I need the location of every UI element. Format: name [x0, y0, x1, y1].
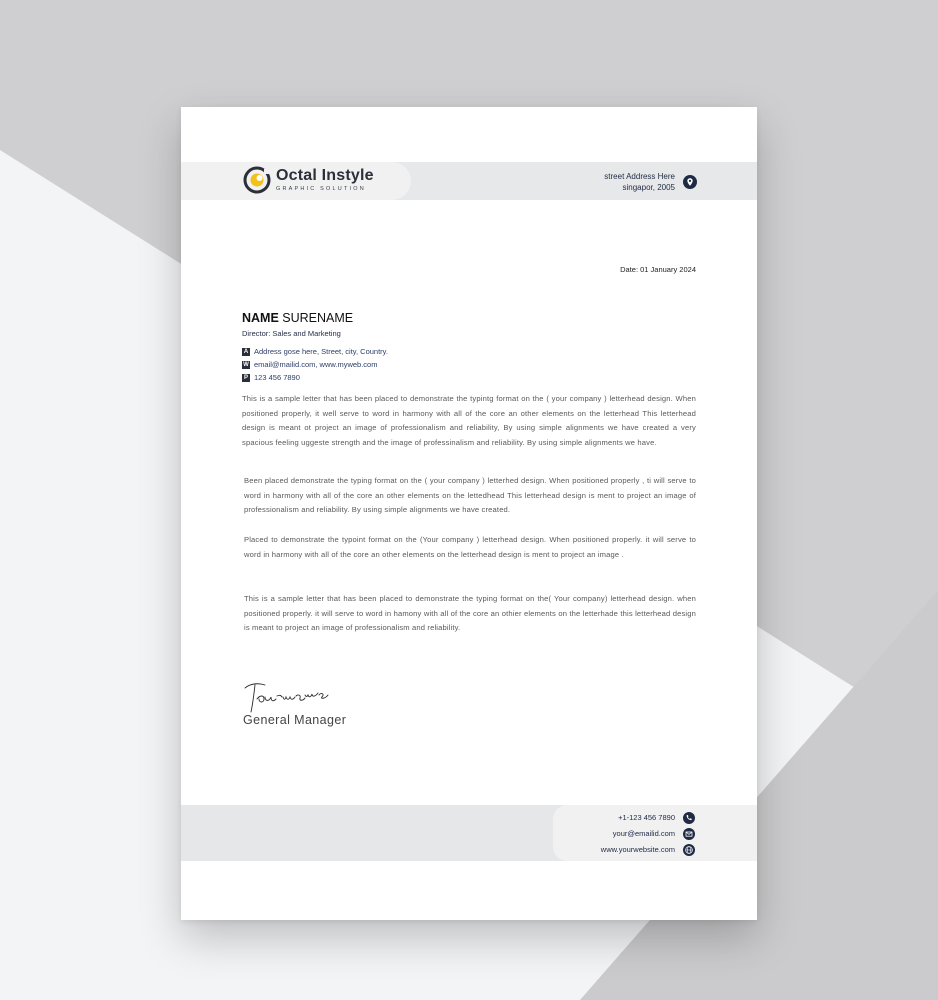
footer-email: your@emailid.com	[612, 829, 675, 838]
contact-phone	[242, 373, 300, 382]
recipient-name	[242, 311, 353, 325]
address-icon: A	[243, 348, 249, 355]
body-paragraph-4: This is a sample letter that has been placed to demonstrate the typing format on the( Your company) letterhead design. when positioned properly. it will serve to word in hamony with all of the core an othier elements on the letterhade this letterhead design is meant to project an image of professionalism and reliability.	[244, 594, 696, 633]
location-pin-icon	[683, 175, 697, 189]
signatory-title: General Manager	[243, 713, 347, 727]
signature-script	[243, 679, 333, 715]
globe-icon	[683, 844, 695, 856]
contact-web	[242, 360, 377, 369]
recipient-role: Director: Sales and Marketing	[242, 329, 341, 338]
web-icon: W	[243, 361, 249, 368]
recipient-first-name: NAME	[242, 311, 279, 325]
brand-tagline: GRAPHIC SOLUTION	[276, 186, 366, 192]
header-address-line2: singapor, 2005	[622, 183, 675, 192]
footer-website: www.yourwebsite.com	[600, 845, 675, 854]
email-icon	[683, 828, 695, 840]
brand	[276, 167, 374, 192]
body-paragraph-3: Placed to demonstrate the typoint format on the (Your company ) letterhead design. When positioned properly. it will serve to word in harmony with all of the core an other elements on the letterhead design is ment to project an image .	[244, 535, 696, 559]
contact-web-text: email@mailid.com, www.myweb.com	[254, 360, 378, 369]
letterhead-page	[181, 107, 757, 920]
phone-small-icon: P	[243, 374, 248, 381]
header-address-line1: street Address Here	[604, 172, 675, 181]
brand-name: Octal Instyle	[276, 167, 374, 184]
body-paragraph-2: Been placed demonstrate the typing format on the ( your company ) letterhed design. When positioned properly , ti will serve to word in harmony with all of the core an other elements on the lettedhead This letterhead design is ment to project an image of professionalism and reliability. By using simple alignments we have created.	[244, 476, 696, 515]
body-paragraph-1: This is a sample letter that has been placed to demonstrate the typintg format on the ( your company ) letterhead design. When positioned properly, it well serve to word in harmony with all of the core an other elements on the letterhead This letterhead design is meant ot project an image of professionalism and reliability, By using simple alignments we have created a very spacious feeling uggeste strength and the image of professinalism and reliability. By using simple alignments we have.	[242, 394, 696, 447]
contact-address-text: Address gose here, Street, city, Country.	[254, 347, 388, 356]
contact-address	[242, 347, 388, 356]
letter-date: Date: 01 January 2024	[620, 265, 696, 274]
header-address	[604, 171, 675, 193]
recipient-surname: SURENAME	[278, 311, 354, 325]
brand-logo-icon	[243, 166, 271, 194]
contact-phone-text: 123 456 7890	[254, 373, 300, 382]
footer-phone: +1-123 456 7890	[618, 813, 675, 822]
phone-icon	[683, 812, 695, 824]
